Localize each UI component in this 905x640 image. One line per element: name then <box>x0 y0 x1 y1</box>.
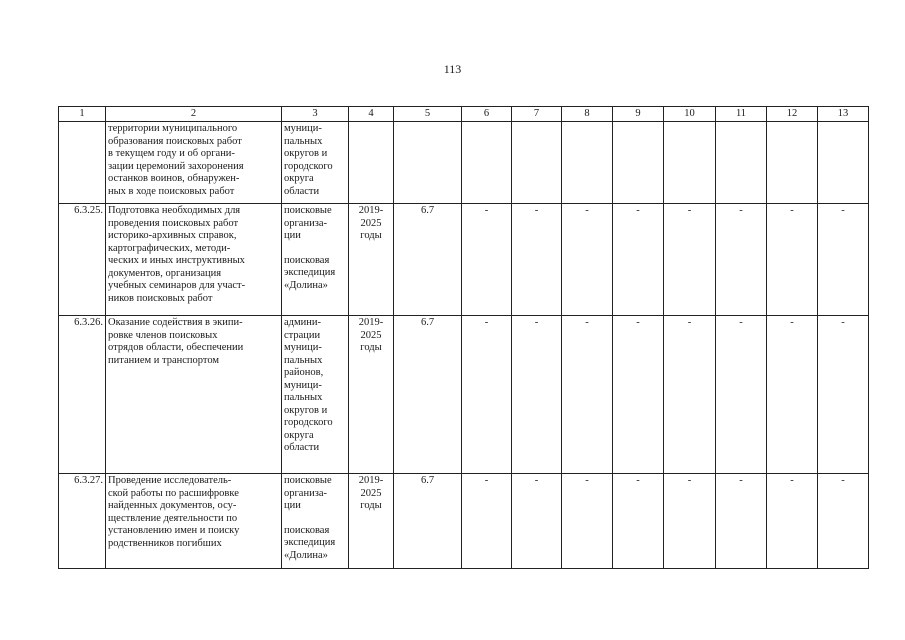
table-row <box>59 474 869 569</box>
table-row <box>59 122 869 204</box>
cell-line: найденных документов, осу- <box>108 500 237 511</box>
header-row <box>59 107 869 122</box>
header-cell: 12 <box>767 107 818 122</box>
item-description <box>106 204 282 316</box>
item-funding-value <box>562 122 613 204</box>
item-period <box>349 204 394 316</box>
cell-line: муници- <box>284 379 322 391</box>
item-funding-value: - <box>613 474 664 569</box>
page-number: 113 <box>443 62 462 76</box>
cell-line: округов и <box>284 148 328 159</box>
item-description <box>106 474 282 569</box>
cell-line: районов, <box>284 367 324 378</box>
header-cell: 11 <box>716 107 767 122</box>
cell-line: «Долина» <box>284 279 328 291</box>
item-number: 6.3.27. <box>59 474 106 569</box>
header-cell: 13 <box>818 107 869 122</box>
item-period <box>349 474 394 569</box>
cell-line: организа- <box>284 217 328 229</box>
cell-line: 2019- <box>358 475 384 486</box>
item-funding-value: - <box>613 316 664 474</box>
item-description <box>106 122 282 204</box>
item-description <box>106 316 282 474</box>
cell-line: 2025 <box>360 329 382 341</box>
cell-line: организа- <box>284 487 328 499</box>
cell-line: Проведение исследователь- <box>108 475 232 486</box>
item-funding-value: - <box>818 316 869 474</box>
item-funding-value <box>512 122 562 204</box>
item-funding-value: - <box>818 204 869 316</box>
item-funding-value <box>818 122 869 204</box>
cell-line: ровке членов поисковых <box>108 329 218 341</box>
cell-line: админи- <box>284 317 322 328</box>
cell-line: Подготовка необходимых для <box>108 205 241 216</box>
cell-line: останков воинов, обнаружен- <box>108 173 240 184</box>
item-number <box>59 122 106 204</box>
item-funding-value: - <box>716 204 767 316</box>
item-funding-value: - <box>462 316 512 474</box>
item-period <box>349 316 394 474</box>
table-row <box>59 316 869 474</box>
cell-line: округов и <box>284 404 328 416</box>
table-row <box>59 204 869 316</box>
cell-line: городского <box>284 160 333 172</box>
cell-line: питанием и транспортом <box>108 354 220 366</box>
cell-line: Оказание содействия в экипи- <box>108 317 243 328</box>
item-funding-value: - <box>562 474 613 569</box>
item-funding-value: - <box>767 204 818 316</box>
cell-line: ников поисковых работ <box>108 292 213 304</box>
cell-line: «Долина» <box>284 549 328 561</box>
cell-line: годы <box>360 230 382 241</box>
cell-line: области <box>284 442 320 453</box>
cell-line: установлению имен и поиску <box>108 525 240 536</box>
item-executor <box>282 316 349 474</box>
cell-line: экспедиция <box>284 537 336 548</box>
cell-line: территории муниципального <box>108 123 238 134</box>
cell-line: ных в ходе поисковых работ <box>108 185 235 197</box>
item-funding-value: - <box>664 316 716 474</box>
item-funding-value <box>613 122 664 204</box>
cell-line: в текущем году и об органи- <box>108 148 235 159</box>
item-task-ref: 6.7 <box>394 316 462 474</box>
header-cell: 8 <box>562 107 613 122</box>
cell-line: историко-архивных справок, <box>108 230 237 241</box>
cell-line: экспедиция <box>284 267 336 278</box>
item-funding-value: - <box>562 316 613 474</box>
cell-line: ществление деятельности по <box>108 512 238 524</box>
item-funding-value <box>716 122 767 204</box>
item-funding-value: - <box>767 316 818 474</box>
cell-line: поисковая <box>284 254 330 266</box>
cell-line: поисковые <box>284 475 332 486</box>
item-funding-value: - <box>512 474 562 569</box>
cell-line: 2019- <box>358 317 384 328</box>
item-number: 6.3.26. <box>59 316 106 474</box>
cell-line: 2025 <box>360 217 382 229</box>
item-funding-value: - <box>716 474 767 569</box>
cell-line: ской работы по расшифровке <box>108 487 239 499</box>
item-task-ref: 6.7 <box>394 474 462 569</box>
cell-line: ции <box>284 230 301 241</box>
cell-line: документов, организация <box>108 267 222 279</box>
item-task-ref: 6.7 <box>394 204 462 316</box>
cell-line: ции <box>284 500 301 511</box>
item-task-ref <box>394 122 462 204</box>
item-funding-value: - <box>512 204 562 316</box>
item-executor <box>282 204 349 316</box>
item-funding-value: - <box>716 316 767 474</box>
cell-line: учебных семинаров для участ- <box>108 280 246 291</box>
cell-line: картографических, методи- <box>108 242 231 254</box>
header-cell: 5 <box>394 107 462 122</box>
cell-line: образования поисковых работ <box>108 135 242 147</box>
cell-line: проведения поисковых работ <box>108 217 239 229</box>
cell-line: поисковая <box>284 524 330 536</box>
cell-line: 2019- <box>358 205 384 216</box>
cell-line: пальных <box>284 354 323 366</box>
item-funding-value: - <box>664 204 716 316</box>
cell-line: отрядов области, обеспечении <box>108 342 244 353</box>
item-funding-value: - <box>462 204 512 316</box>
item-funding-value <box>767 122 818 204</box>
cell-line: родственников погибших <box>108 537 222 549</box>
header-cell: 10 <box>664 107 716 122</box>
cell-line: округа <box>284 173 314 184</box>
header-cell: 1 <box>59 107 106 122</box>
header-cell: 6 <box>462 107 512 122</box>
item-executor <box>282 122 349 204</box>
cell-line: пальных <box>284 135 323 147</box>
program-table <box>58 106 869 569</box>
item-period <box>349 122 394 204</box>
item-number: 6.3.25. <box>59 204 106 316</box>
cell-line: пальных <box>284 392 323 403</box>
cell-line: годы <box>360 500 382 511</box>
item-executor <box>282 474 349 569</box>
executor-gap <box>284 513 346 525</box>
cell-line: 2025 <box>360 487 382 499</box>
item-funding-value <box>462 122 512 204</box>
item-funding-value: - <box>462 474 512 569</box>
header-cell: 3 <box>282 107 349 122</box>
header-cell: 9 <box>613 107 664 122</box>
item-funding-value: - <box>613 204 664 316</box>
cell-line: ческих и иных инструктивных <box>108 255 245 266</box>
item-funding-value: - <box>562 204 613 316</box>
cell-line: муници- <box>284 123 322 134</box>
header-cell: 2 <box>106 107 282 122</box>
cell-line: муници- <box>284 342 322 353</box>
item-funding-value: - <box>767 474 818 569</box>
cell-line: зации церемоний захоронения <box>108 160 244 172</box>
cell-line: поисковые <box>284 205 332 216</box>
header-cell: 4 <box>349 107 394 122</box>
header-cell: 7 <box>512 107 562 122</box>
cell-line: страции <box>284 329 321 341</box>
item-funding-value: - <box>512 316 562 474</box>
cell-line: области <box>284 185 320 197</box>
cell-line: годы <box>360 342 382 353</box>
item-funding-value <box>664 122 716 204</box>
executor-gap <box>284 243 346 255</box>
cell-line: городского <box>284 417 333 428</box>
item-funding-value: - <box>664 474 716 569</box>
item-funding-value: - <box>818 474 869 569</box>
cell-line: округа <box>284 429 314 441</box>
